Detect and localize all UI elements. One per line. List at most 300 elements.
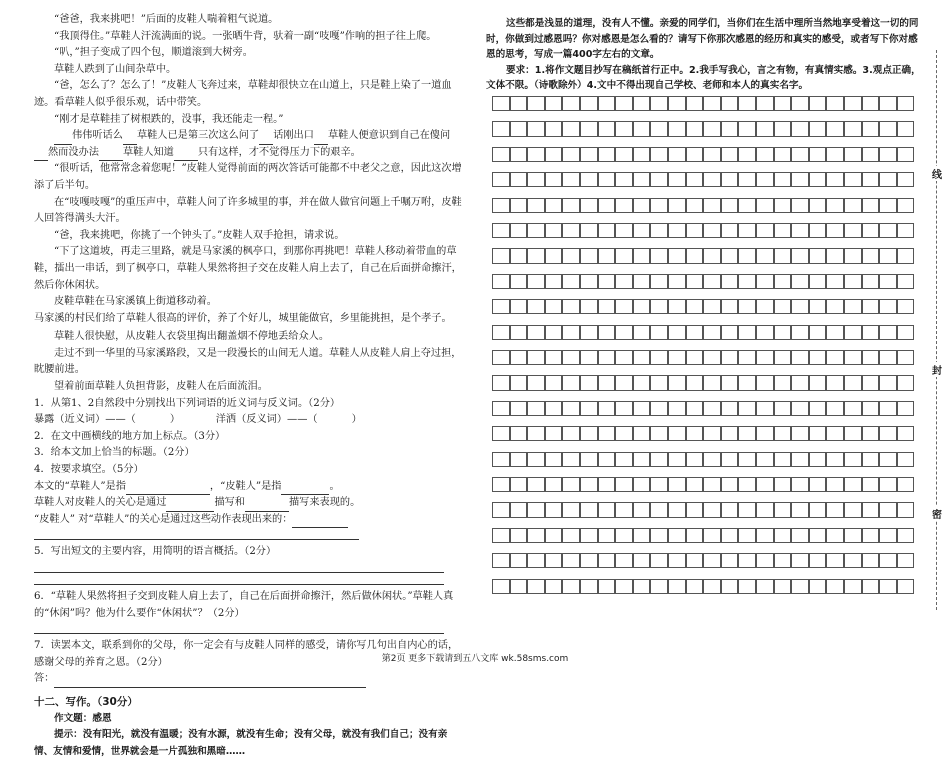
grid-cell[interactable] bbox=[492, 375, 510, 390]
grid-cell[interactable] bbox=[703, 198, 721, 213]
grid-cell[interactable] bbox=[862, 375, 880, 390]
grid-cell[interactable] bbox=[492, 579, 510, 594]
grid-cell[interactable] bbox=[844, 375, 862, 390]
grid-cell[interactable] bbox=[545, 426, 563, 441]
grid-cell[interactable] bbox=[668, 452, 686, 467]
grid-cell[interactable] bbox=[809, 223, 827, 238]
grid-cell[interactable] bbox=[879, 299, 897, 314]
grid-cell[interactable] bbox=[562, 223, 580, 238]
grid-cell[interactable] bbox=[510, 426, 528, 441]
grid-cell[interactable] bbox=[562, 96, 580, 111]
grid-cell[interactable] bbox=[826, 223, 844, 238]
grid-cell[interactable] bbox=[826, 350, 844, 365]
grid-cell[interactable] bbox=[774, 325, 792, 340]
grid-cell[interactable] bbox=[686, 248, 704, 263]
grid-cell[interactable] bbox=[580, 452, 598, 467]
grid-cell[interactable] bbox=[492, 553, 510, 568]
grid-cell[interactable] bbox=[562, 274, 580, 289]
grid-cell[interactable] bbox=[774, 172, 792, 187]
grid-cell[interactable] bbox=[527, 96, 545, 111]
grid-cell[interactable] bbox=[809, 274, 827, 289]
grid-cell[interactable] bbox=[668, 299, 686, 314]
grid-cell[interactable] bbox=[686, 223, 704, 238]
grid-cell[interactable] bbox=[774, 528, 792, 543]
grid-cell[interactable] bbox=[545, 299, 563, 314]
grid-cell[interactable] bbox=[897, 477, 915, 492]
grid-cell[interactable] bbox=[897, 401, 915, 416]
grid-cell[interactable] bbox=[598, 172, 616, 187]
grid-cell[interactable] bbox=[686, 401, 704, 416]
grid-cell[interactable] bbox=[791, 121, 809, 136]
grid-cell[interactable] bbox=[738, 223, 756, 238]
grid-cell[interactable] bbox=[492, 502, 510, 517]
grid-cell[interactable] bbox=[791, 223, 809, 238]
grid-cell[interactable] bbox=[897, 579, 915, 594]
grid-cell[interactable] bbox=[545, 121, 563, 136]
grid-cell[interactable] bbox=[686, 299, 704, 314]
grid-cell[interactable] bbox=[527, 299, 545, 314]
grid-cell[interactable] bbox=[562, 198, 580, 213]
grid-cell[interactable] bbox=[721, 579, 739, 594]
grid-cell[interactable] bbox=[510, 121, 528, 136]
grid-cell[interactable] bbox=[879, 248, 897, 263]
grid-cell[interactable] bbox=[562, 553, 580, 568]
grid-cell[interactable] bbox=[862, 274, 880, 289]
grid-cell[interactable] bbox=[650, 198, 668, 213]
grid-cell[interactable] bbox=[580, 299, 598, 314]
grid-cell[interactable] bbox=[862, 426, 880, 441]
grid-cell[interactable] bbox=[562, 528, 580, 543]
grid-cell[interactable] bbox=[686, 274, 704, 289]
grid-cell[interactable] bbox=[650, 172, 668, 187]
grid-cell[interactable] bbox=[738, 426, 756, 441]
grid-cell[interactable] bbox=[826, 452, 844, 467]
grid-cell[interactable] bbox=[703, 528, 721, 543]
grid-cell[interactable] bbox=[650, 248, 668, 263]
grid-cell[interactable] bbox=[879, 223, 897, 238]
grid-cell[interactable] bbox=[844, 528, 862, 543]
grid-cell[interactable] bbox=[686, 579, 704, 594]
grid-cell[interactable] bbox=[897, 96, 915, 111]
grid-cell[interactable] bbox=[738, 274, 756, 289]
grid-cell[interactable] bbox=[562, 502, 580, 517]
grid-cell[interactable] bbox=[844, 350, 862, 365]
grid-cell[interactable] bbox=[686, 426, 704, 441]
grid-cell[interactable] bbox=[897, 147, 915, 162]
grid-cell[interactable] bbox=[562, 147, 580, 162]
grid-cell[interactable] bbox=[598, 96, 616, 111]
grid-cell[interactable] bbox=[721, 553, 739, 568]
grid-cell[interactable] bbox=[774, 96, 792, 111]
grid-cell[interactable] bbox=[879, 401, 897, 416]
grid-cell[interactable] bbox=[562, 375, 580, 390]
grid-cell[interactable] bbox=[580, 502, 598, 517]
grid-cell[interactable] bbox=[844, 502, 862, 517]
grid-cell[interactable] bbox=[562, 248, 580, 263]
grid-cell[interactable] bbox=[756, 172, 774, 187]
grid-cell[interactable] bbox=[774, 248, 792, 263]
grid-cell[interactable] bbox=[844, 553, 862, 568]
grid-cell[interactable] bbox=[545, 375, 563, 390]
grid-cell[interactable] bbox=[721, 274, 739, 289]
grid-cell[interactable] bbox=[879, 121, 897, 136]
grid-cell[interactable] bbox=[738, 502, 756, 517]
grid-cell[interactable] bbox=[703, 579, 721, 594]
grid-cell[interactable] bbox=[615, 274, 633, 289]
grid-cell[interactable] bbox=[598, 223, 616, 238]
grid-cell[interactable] bbox=[650, 223, 668, 238]
grid-cell[interactable] bbox=[791, 452, 809, 467]
grid-cell[interactable] bbox=[492, 198, 510, 213]
grid-cell[interactable] bbox=[774, 502, 792, 517]
grid-cell[interactable] bbox=[633, 452, 651, 467]
grid-cell[interactable] bbox=[756, 375, 774, 390]
grid-cell[interactable] bbox=[545, 401, 563, 416]
grid-cell[interactable] bbox=[492, 96, 510, 111]
grid-cell[interactable] bbox=[721, 299, 739, 314]
grid-cell[interactable] bbox=[615, 121, 633, 136]
grid-cell[interactable] bbox=[721, 172, 739, 187]
grid-cell[interactable] bbox=[809, 96, 827, 111]
grid-cell[interactable] bbox=[721, 121, 739, 136]
grid-cell[interactable] bbox=[738, 350, 756, 365]
grid-cell[interactable] bbox=[721, 223, 739, 238]
grid-cell[interactable] bbox=[844, 579, 862, 594]
grid-cell[interactable] bbox=[738, 299, 756, 314]
grid-cell[interactable] bbox=[615, 579, 633, 594]
grid-cell[interactable] bbox=[650, 401, 668, 416]
grid-cell[interactable] bbox=[774, 375, 792, 390]
answer-blank[interactable] bbox=[54, 675, 366, 688]
grid-cell[interactable] bbox=[545, 96, 563, 111]
grid-cell[interactable] bbox=[633, 198, 651, 213]
grid-cell[interactable] bbox=[844, 274, 862, 289]
grid-cell[interactable] bbox=[633, 528, 651, 543]
grid-cell[interactable] bbox=[633, 248, 651, 263]
grid-cell[interactable] bbox=[527, 147, 545, 162]
grid-cell[interactable] bbox=[826, 528, 844, 543]
grid-cell[interactable] bbox=[598, 350, 616, 365]
grid-cell[interactable] bbox=[615, 401, 633, 416]
grid-cell[interactable] bbox=[703, 274, 721, 289]
grid-cell[interactable] bbox=[844, 426, 862, 441]
grid-cell[interactable] bbox=[862, 96, 880, 111]
grid-cell[interactable] bbox=[686, 350, 704, 365]
grid-cell[interactable] bbox=[492, 350, 510, 365]
grid-cell[interactable] bbox=[650, 477, 668, 492]
grid-cell[interactable] bbox=[879, 96, 897, 111]
grid-cell[interactable] bbox=[545, 248, 563, 263]
grid-cell[interactable] bbox=[668, 553, 686, 568]
grid-cell[interactable] bbox=[738, 401, 756, 416]
grid-cell[interactable] bbox=[826, 198, 844, 213]
grid-cell[interactable] bbox=[598, 299, 616, 314]
grid-cell[interactable] bbox=[562, 401, 580, 416]
grid-cell[interactable] bbox=[650, 375, 668, 390]
grid-cell[interactable] bbox=[598, 274, 616, 289]
grid-cell[interactable] bbox=[897, 223, 915, 238]
grid-cell[interactable] bbox=[738, 452, 756, 467]
grid-cell[interactable] bbox=[791, 528, 809, 543]
grid-cell[interactable] bbox=[598, 579, 616, 594]
grid-cell[interactable] bbox=[826, 579, 844, 594]
grid-cell[interactable] bbox=[668, 579, 686, 594]
grid-cell[interactable] bbox=[738, 553, 756, 568]
grid-cell[interactable] bbox=[598, 325, 616, 340]
grid-cell[interactable] bbox=[545, 172, 563, 187]
grid-cell[interactable] bbox=[703, 375, 721, 390]
grid-cell[interactable] bbox=[791, 172, 809, 187]
grid-cell[interactable] bbox=[580, 121, 598, 136]
grid-cell[interactable] bbox=[703, 502, 721, 517]
grid-cell[interactable] bbox=[844, 96, 862, 111]
answer-blank[interactable] bbox=[292, 515, 348, 528]
grid-cell[interactable] bbox=[791, 502, 809, 517]
grid-cell[interactable] bbox=[650, 502, 668, 517]
grid-cell[interactable] bbox=[703, 223, 721, 238]
grid-cell[interactable] bbox=[774, 223, 792, 238]
answer-line[interactable] bbox=[34, 561, 444, 573]
grid-cell[interactable] bbox=[756, 452, 774, 467]
grid-cell[interactable] bbox=[650, 350, 668, 365]
grid-cell[interactable] bbox=[527, 121, 545, 136]
grid-cell[interactable] bbox=[826, 375, 844, 390]
grid-cell[interactable] bbox=[527, 248, 545, 263]
grid-cell[interactable] bbox=[492, 248, 510, 263]
grid-cell[interactable] bbox=[668, 223, 686, 238]
grid-cell[interactable] bbox=[756, 147, 774, 162]
grid-cell[interactable] bbox=[668, 350, 686, 365]
grid-cell[interactable] bbox=[527, 579, 545, 594]
grid-cell[interactable] bbox=[598, 401, 616, 416]
answer-blank[interactable] bbox=[281, 482, 329, 495]
grid-cell[interactable] bbox=[791, 248, 809, 263]
grid-cell[interactable] bbox=[615, 375, 633, 390]
grid-cell[interactable] bbox=[738, 375, 756, 390]
grid-cell[interactable] bbox=[492, 426, 510, 441]
grid-cell[interactable] bbox=[598, 452, 616, 467]
grid-cell[interactable] bbox=[844, 147, 862, 162]
grid-cell[interactable] bbox=[545, 147, 563, 162]
grid-cell[interactable] bbox=[738, 248, 756, 263]
grid-cell[interactable] bbox=[879, 477, 897, 492]
grid-cell[interactable] bbox=[721, 477, 739, 492]
grid-cell[interactable] bbox=[492, 401, 510, 416]
grid-cell[interactable] bbox=[791, 274, 809, 289]
grid-cell[interactable] bbox=[738, 121, 756, 136]
grid-cell[interactable] bbox=[527, 274, 545, 289]
grid-cell[interactable] bbox=[633, 121, 651, 136]
grid-cell[interactable] bbox=[721, 528, 739, 543]
grid-cell[interactable] bbox=[774, 553, 792, 568]
grid-cell[interactable] bbox=[826, 147, 844, 162]
grid-cell[interactable] bbox=[633, 172, 651, 187]
grid-cell[interactable] bbox=[668, 426, 686, 441]
grid-cell[interactable] bbox=[879, 579, 897, 594]
grid-cell[interactable] bbox=[527, 375, 545, 390]
grid-cell[interactable] bbox=[879, 147, 897, 162]
grid-cell[interactable] bbox=[756, 477, 774, 492]
grid-cell[interactable] bbox=[527, 452, 545, 467]
grid-cell[interactable] bbox=[527, 502, 545, 517]
grid-cell[interactable] bbox=[791, 579, 809, 594]
grid-cell[interactable] bbox=[545, 477, 563, 492]
grid-cell[interactable] bbox=[774, 299, 792, 314]
grid-cell[interactable] bbox=[774, 426, 792, 441]
grid-cell[interactable] bbox=[615, 477, 633, 492]
grid-cell[interactable] bbox=[809, 477, 827, 492]
grid-cell[interactable] bbox=[686, 452, 704, 467]
grid-cell[interactable] bbox=[774, 477, 792, 492]
grid-cell[interactable] bbox=[826, 553, 844, 568]
grid-cell[interactable] bbox=[809, 426, 827, 441]
grid-cell[interactable] bbox=[826, 248, 844, 263]
grid-cell[interactable] bbox=[826, 96, 844, 111]
answer-line[interactable] bbox=[34, 622, 444, 634]
grid-cell[interactable] bbox=[492, 172, 510, 187]
grid-cell[interactable] bbox=[492, 477, 510, 492]
grid-cell[interactable] bbox=[545, 350, 563, 365]
grid-cell[interactable] bbox=[897, 375, 915, 390]
grid-cell[interactable] bbox=[703, 299, 721, 314]
grid-cell[interactable] bbox=[510, 528, 528, 543]
grid-cell[interactable] bbox=[721, 248, 739, 263]
grid-cell[interactable] bbox=[809, 350, 827, 365]
grid-cell[interactable] bbox=[510, 579, 528, 594]
grid-cell[interactable] bbox=[615, 172, 633, 187]
grid-cell[interactable] bbox=[633, 325, 651, 340]
grid-cell[interactable] bbox=[510, 325, 528, 340]
grid-cell[interactable] bbox=[844, 223, 862, 238]
grid-cell[interactable] bbox=[668, 502, 686, 517]
grid-cell[interactable] bbox=[633, 502, 651, 517]
answer-line[interactable] bbox=[34, 573, 444, 585]
grid-cell[interactable] bbox=[844, 198, 862, 213]
grid-cell[interactable] bbox=[686, 121, 704, 136]
grid-cell[interactable] bbox=[774, 121, 792, 136]
grid-cell[interactable] bbox=[703, 401, 721, 416]
grid-cell[interactable] bbox=[598, 248, 616, 263]
grid-cell[interactable] bbox=[703, 172, 721, 187]
grid-cell[interactable] bbox=[721, 350, 739, 365]
grid-cell[interactable] bbox=[738, 325, 756, 340]
grid-cell[interactable] bbox=[633, 147, 651, 162]
grid-cell[interactable] bbox=[879, 528, 897, 543]
grid-cell[interactable] bbox=[826, 299, 844, 314]
grid-cell[interactable] bbox=[844, 121, 862, 136]
grid-cell[interactable] bbox=[545, 579, 563, 594]
grid-cell[interactable] bbox=[562, 172, 580, 187]
grid-cell[interactable] bbox=[756, 325, 774, 340]
grid-cell[interactable] bbox=[738, 198, 756, 213]
grid-cell[interactable] bbox=[703, 426, 721, 441]
grid-cell[interactable] bbox=[686, 553, 704, 568]
grid-cell[interactable] bbox=[527, 223, 545, 238]
grid-cell[interactable] bbox=[826, 325, 844, 340]
grid-cell[interactable] bbox=[703, 350, 721, 365]
grid-cell[interactable] bbox=[668, 147, 686, 162]
grid-cell[interactable] bbox=[580, 223, 598, 238]
grid-cell[interactable] bbox=[598, 553, 616, 568]
grid-cell[interactable] bbox=[897, 502, 915, 517]
grid-cell[interactable] bbox=[580, 579, 598, 594]
grid-cell[interactable] bbox=[862, 401, 880, 416]
grid-cell[interactable] bbox=[897, 528, 915, 543]
grid-cell[interactable] bbox=[774, 147, 792, 162]
grid-cell[interactable] bbox=[510, 350, 528, 365]
grid-cell[interactable] bbox=[633, 477, 651, 492]
grid-cell[interactable] bbox=[879, 172, 897, 187]
grid-cell[interactable] bbox=[492, 121, 510, 136]
grid-cell[interactable] bbox=[633, 426, 651, 441]
grid-cell[interactable] bbox=[809, 502, 827, 517]
grid-cell[interactable] bbox=[527, 401, 545, 416]
grid-cell[interactable] bbox=[633, 299, 651, 314]
grid-cell[interactable] bbox=[545, 553, 563, 568]
grid-cell[interactable] bbox=[879, 325, 897, 340]
grid-cell[interactable] bbox=[580, 477, 598, 492]
grid-cell[interactable] bbox=[580, 528, 598, 543]
grid-cell[interactable] bbox=[862, 223, 880, 238]
grid-cell[interactable] bbox=[809, 121, 827, 136]
grid-cell[interactable] bbox=[844, 477, 862, 492]
grid-cell[interactable] bbox=[686, 325, 704, 340]
grid-cell[interactable] bbox=[738, 147, 756, 162]
grid-cell[interactable] bbox=[633, 375, 651, 390]
grid-cell[interactable] bbox=[527, 325, 545, 340]
grid-cell[interactable] bbox=[721, 452, 739, 467]
grid-cell[interactable] bbox=[668, 172, 686, 187]
grid-cell[interactable] bbox=[686, 528, 704, 543]
grid-cell[interactable] bbox=[492, 452, 510, 467]
grid-cell[interactable] bbox=[879, 553, 897, 568]
grid-cell[interactable] bbox=[492, 274, 510, 289]
grid-cell[interactable] bbox=[633, 223, 651, 238]
grid-cell[interactable] bbox=[897, 248, 915, 263]
grid-cell[interactable] bbox=[897, 452, 915, 467]
grid-cell[interactable] bbox=[492, 223, 510, 238]
grid-cell[interactable] bbox=[562, 452, 580, 467]
grid-cell[interactable] bbox=[897, 274, 915, 289]
grid-cell[interactable] bbox=[791, 198, 809, 213]
grid-cell[interactable] bbox=[633, 579, 651, 594]
grid-cell[interactable] bbox=[650, 579, 668, 594]
grid-cell[interactable] bbox=[527, 350, 545, 365]
grid-cell[interactable] bbox=[615, 452, 633, 467]
grid-cell[interactable] bbox=[615, 147, 633, 162]
grid-cell[interactable] bbox=[721, 96, 739, 111]
grid-cell[interactable] bbox=[668, 528, 686, 543]
grid-cell[interactable] bbox=[791, 147, 809, 162]
grid-cell[interactable] bbox=[686, 375, 704, 390]
grid-cell[interactable] bbox=[897, 350, 915, 365]
grid-cell[interactable] bbox=[527, 198, 545, 213]
grid-cell[interactable] bbox=[668, 274, 686, 289]
grid-cell[interactable] bbox=[703, 121, 721, 136]
grid-cell[interactable] bbox=[668, 96, 686, 111]
grid-cell[interactable] bbox=[686, 477, 704, 492]
grid-cell[interactable] bbox=[879, 198, 897, 213]
grid-cell[interactable] bbox=[703, 325, 721, 340]
grid-cell[interactable] bbox=[756, 223, 774, 238]
grid-cell[interactable] bbox=[615, 198, 633, 213]
answer-blank[interactable] bbox=[245, 499, 289, 512]
grid-cell[interactable] bbox=[615, 299, 633, 314]
grid-cell[interactable] bbox=[686, 172, 704, 187]
grid-cell[interactable] bbox=[756, 401, 774, 416]
grid-cell[interactable] bbox=[721, 426, 739, 441]
grid-cell[interactable] bbox=[545, 502, 563, 517]
